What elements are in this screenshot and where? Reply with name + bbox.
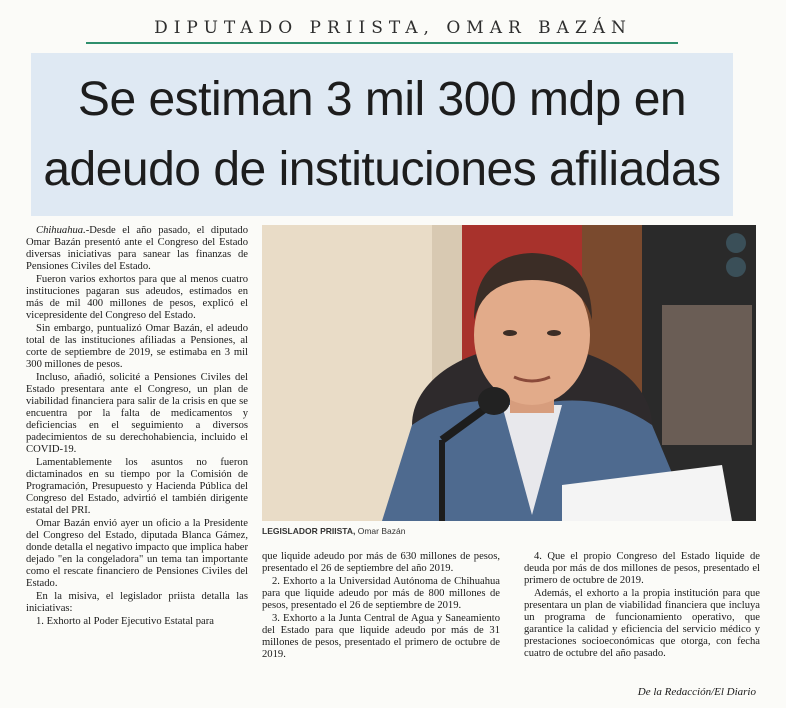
caption-label: LEGISLADOR PRIISTA, xyxy=(262,526,356,536)
article-column-3 xyxy=(524,551,760,661)
paragraph: 1. Exhorto al Poder Ejecutivo Estatal para xyxy=(36,616,214,627)
headline xyxy=(31,53,733,216)
headline-line-1: Se estiman 3 mil 300 mdp en xyxy=(77,73,687,126)
paragraph: que liquide adeudo por más de 630 millones de pesos, presentado el 26 de septiembre del año 2019. xyxy=(262,551,500,574)
paragraph: 4. Que el propio Congreso del Estado liquide de deuda por más de dos millones de pesos, presentado el primero de octubre de 2019. xyxy=(524,551,760,586)
kicker xyxy=(0,18,786,38)
kicker-text: DIPUTADO PRIISTA, OMAR BAZÁN xyxy=(154,18,632,38)
paragraph: Fueron varios exhortos para que al menos cuatro instituciones pagaran sus adeudos, estimados en más de mil 400 millones de pesos, explicó el vicepresidente del Congreso del Estado. xyxy=(26,274,248,321)
paragraph: 3. Exhorto a la Junta Central de Agua y Saneamiento del Estado para que liquide adeudo por más de 31 millones de pesos, presentado el primero de octubre de 2019. xyxy=(262,613,500,660)
paragraph: Sin embargo, puntualizó Omar Bazán, el adeudo total de las instituciones afiliadas a Pensiones, al corte de septiembre de 2019, se estimaba en 3 mil 300 millones de pesos. xyxy=(26,323,248,370)
photo xyxy=(262,225,756,521)
paragraph: En la misiva, el legislador priista detalla las iniciativas: xyxy=(26,591,248,614)
paragraph-text: Desde el año pasado, el diputado Omar Bazán presentó ante el Congreso del Estado diversas iniciativas para sanear las finanzas de Pensiones Civiles del Estado. xyxy=(26,225,248,272)
dateline: Chihuahua.- xyxy=(36,225,90,236)
paragraph xyxy=(26,225,248,273)
caption-name: Omar Bazán xyxy=(357,526,406,536)
article-column-2 xyxy=(262,551,500,662)
article-column-1 xyxy=(26,225,248,629)
headline-line-2: adeudo de instituciones afiliadas xyxy=(43,143,721,196)
legislator-photo xyxy=(262,225,756,521)
paragraph: Incluso, añadió, solicité a Pensiones Civiles del Estado presentara ante el Congreso, un plan de viabilidad financiera para salir de la crisis en que se encuentra por la falta de medicamentos y deficiencias en el seguimiento a diversos padecimientos de su derechohabiencia, incluido el COVID-19. xyxy=(26,372,248,455)
paragraph: Además, el exhorto a la propia institución para que presentara un plan de viabilidad financiera que incluya un programa de funcionamiento operativo, que garantice la calidad y eficiencia del servicio médico y prestaciones socioeconómicas que otorga, con fecha cuatro de octubre del año pasado. xyxy=(524,588,760,659)
photo-caption xyxy=(262,526,756,536)
paragraph: Omar Bazán envió ayer un oficio a la Presidente del Congreso del Estado, diputada Blanca Gámez, donde detalla el negativo impacto que implica haber dejado "en la congeladora" un tema tan importante como el rescate financiero de Pensiones Civiles del Estado. xyxy=(26,518,248,589)
byline: De la Redacción/El Diario xyxy=(637,686,756,698)
kicker-rule xyxy=(86,42,678,44)
paragraph: Lamentablemente los asuntos no fueron dictaminados en su tiempo por la Comisión de Programación, Presupuesto y Hacienda Pública del Congreso del Estado, advirtió el también dirigente estatal del PRI. xyxy=(26,457,248,516)
paragraph: 2. Exhorto a la Universidad Autónoma de Chihuahua para que liquide adeudo por más de 800 millones de pesos, presentado el 26 de septiembre de 2019. xyxy=(262,576,500,611)
